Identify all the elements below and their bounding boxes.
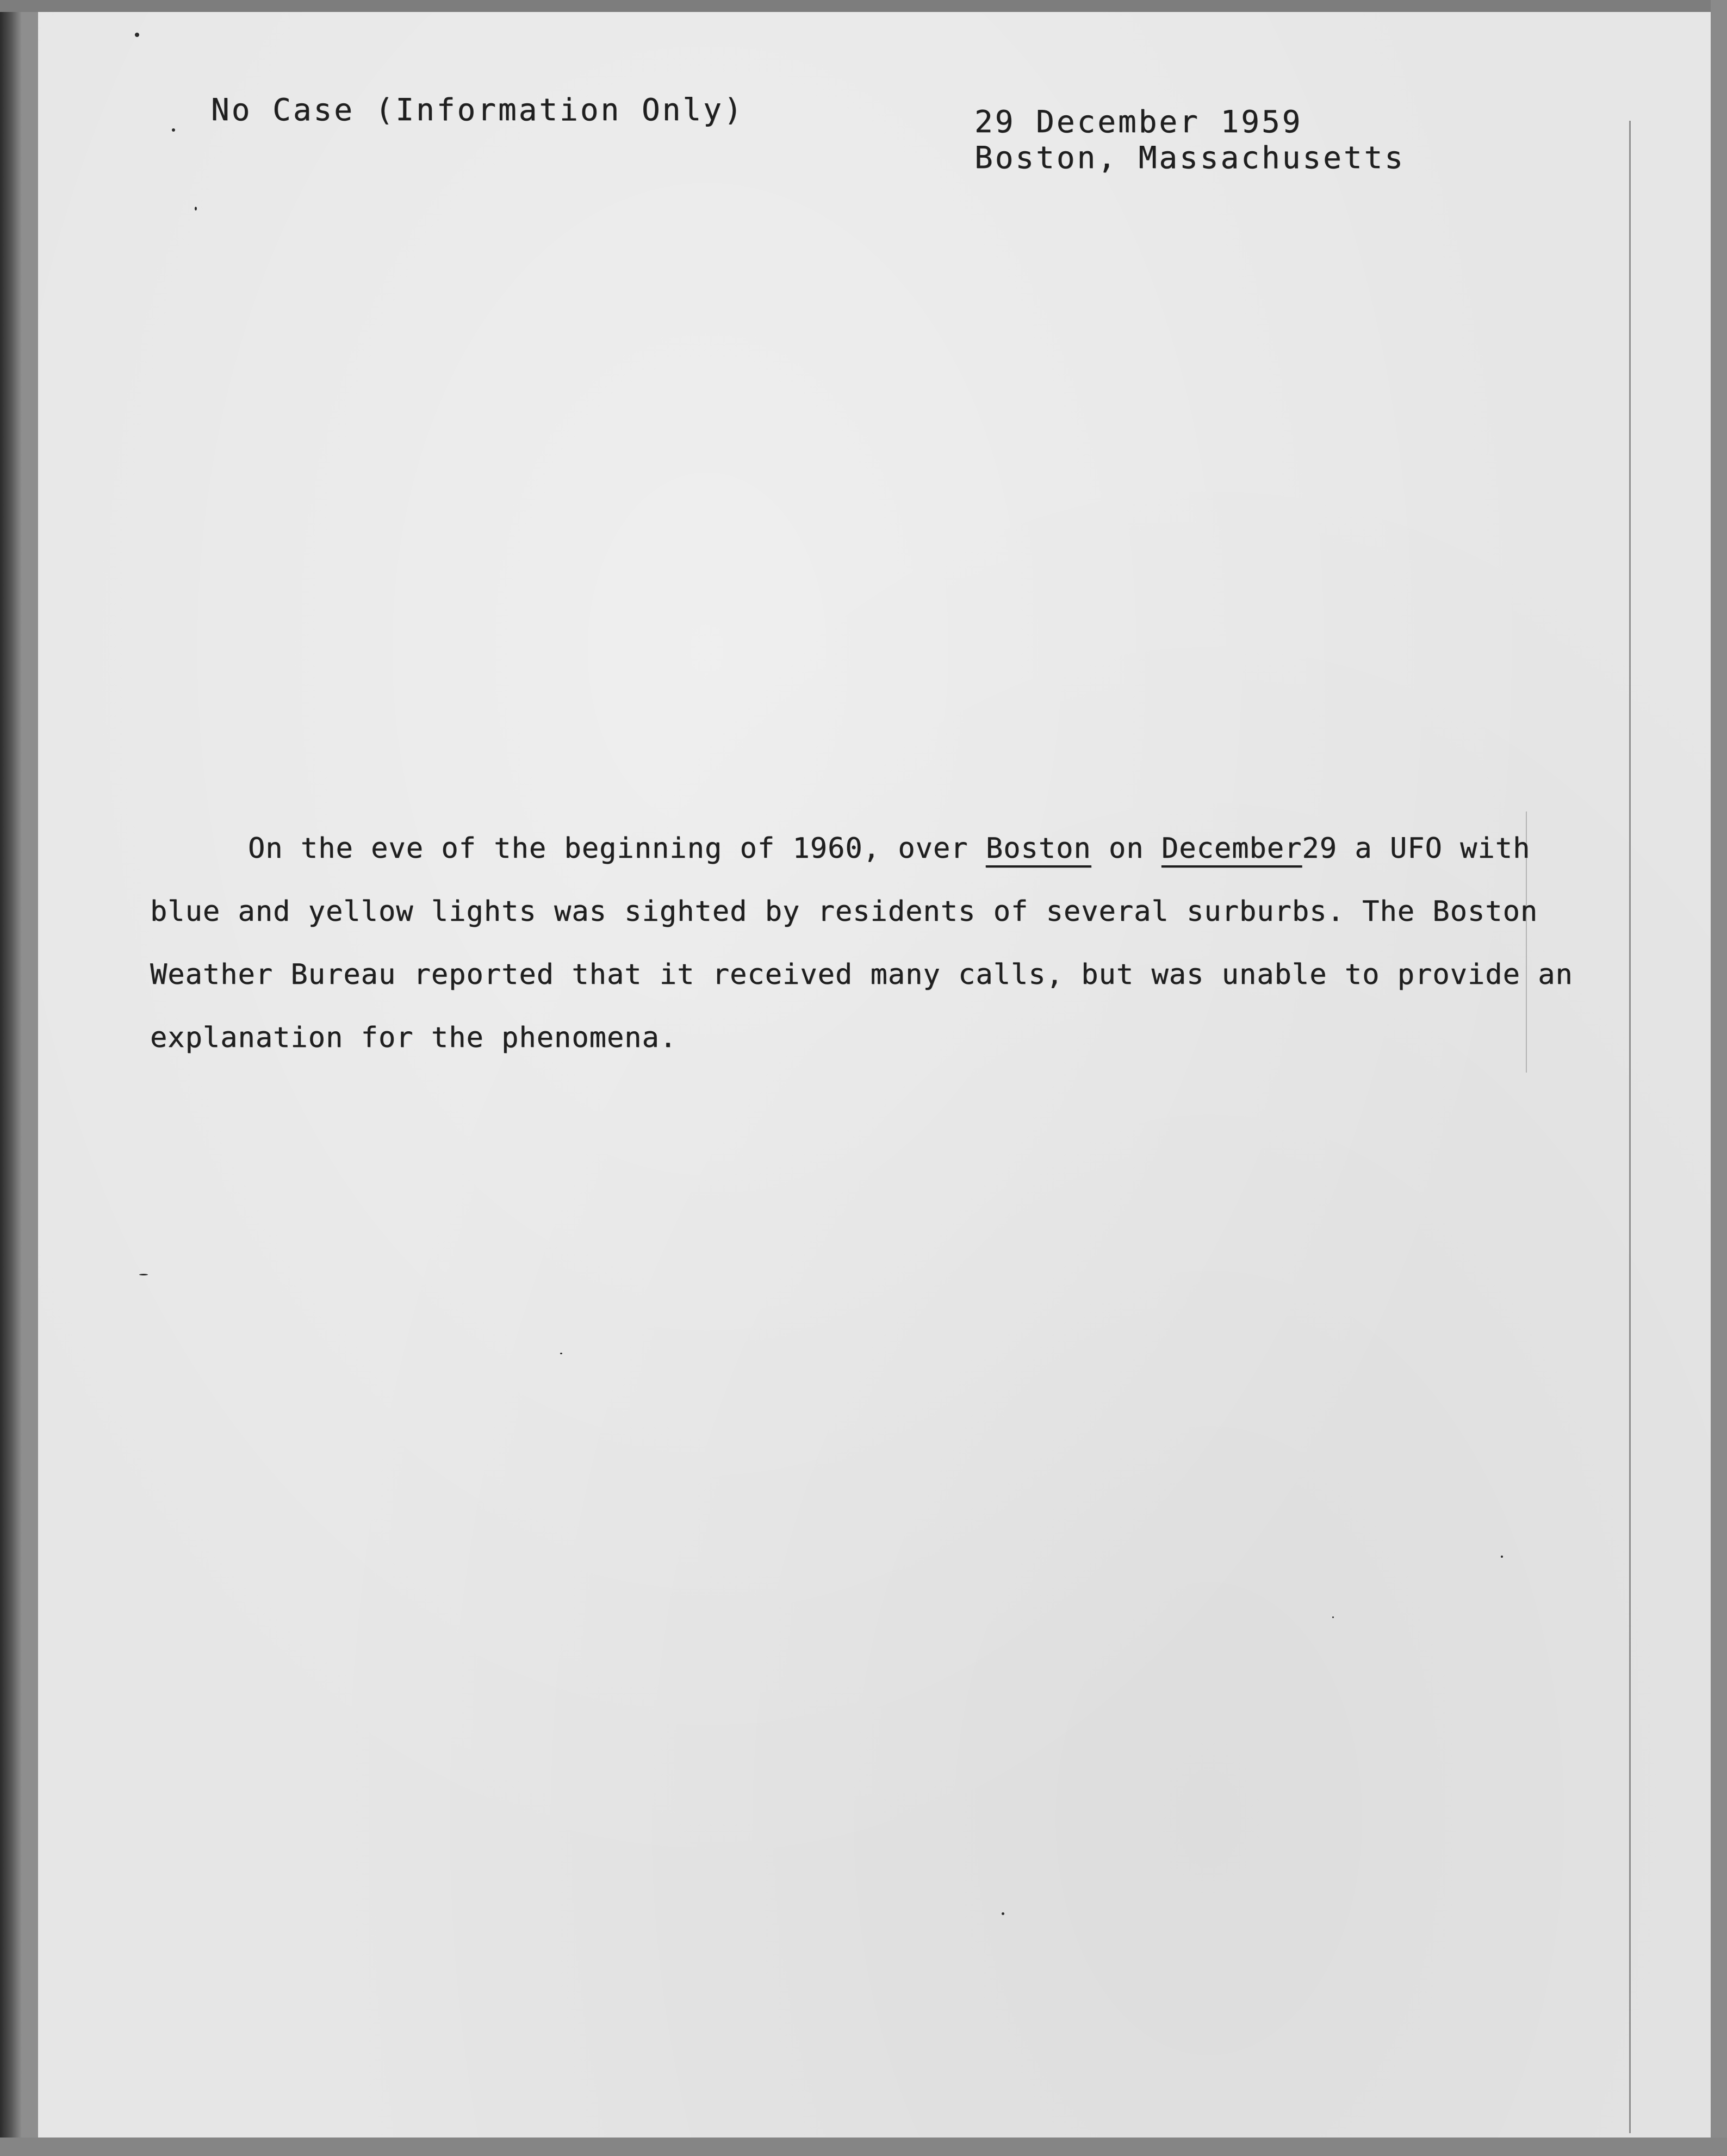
underlined-city: Boston <box>985 832 1091 865</box>
dust-speck <box>135 33 139 37</box>
paragraph-line-2: blue and yellow lights was sighted by residents of several surburbs. The Boston <box>150 895 1538 928</box>
paragraph-line-1 <box>150 817 1575 880</box>
paragraph-line-3: Weather Bureau reported that it received many calls, but was unable to provide an <box>150 958 1573 991</box>
dust-speck <box>195 207 197 210</box>
scan-bottom-border <box>0 2138 1727 2156</box>
underlined-month: December <box>1161 832 1302 865</box>
paragraph-line-4: explanation for the phenomena. <box>150 1021 678 1054</box>
dust-speck <box>139 1274 148 1275</box>
dust-speck <box>560 1353 562 1354</box>
page-edge-line <box>1629 121 1631 2133</box>
dust-speck <box>1332 1616 1334 1618</box>
scan-top-border <box>0 0 1727 12</box>
document-page <box>38 12 1711 2138</box>
report-paragraph <box>150 817 1575 1069</box>
dust-speck <box>172 128 175 132</box>
scan-right-border <box>1711 0 1727 2156</box>
case-status: No Case (Information Only) <box>211 92 744 128</box>
report-date: 29 December 1959 <box>974 104 1303 140</box>
line-1-start: On the eve of the beginning of 1960, over <box>248 832 986 865</box>
report-location: Boston, Massachusetts <box>974 140 1406 176</box>
dust-speck <box>1002 1912 1004 1915</box>
line-1-middle: on <box>1091 832 1161 865</box>
line-1-end: 29 a UFO with <box>1302 832 1531 865</box>
dust-speck <box>1501 1556 1503 1558</box>
